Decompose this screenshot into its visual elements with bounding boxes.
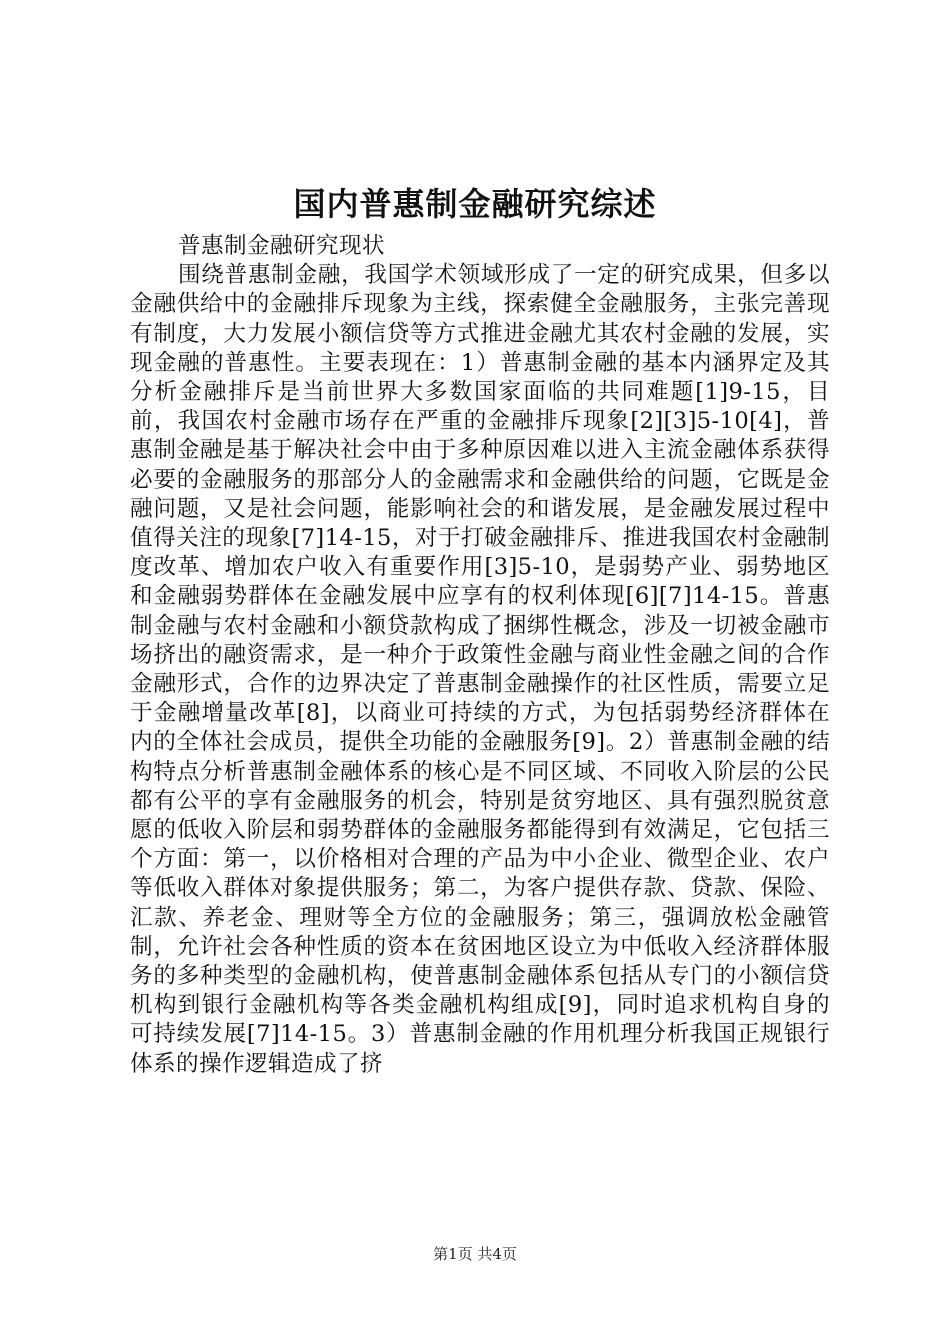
section-heading: 普惠制金融研究现状 (178, 233, 385, 259)
body-paragraph: 围绕普惠制金融，我国学术领域形成了一定的研究成果，但多以金融供给中的金融排斥现象为主线，探索健全金融服务，主张完善现有制度，大力发展小额信贷等方式推进金融尤其农村金融的发展，实现金融的普惠性。主要表现在：1）普惠制金融的基本内涵界定及其分析金融排斥是当前世界大多数国家面临的共同难题[1]9-15，目前，我国农村金融市场存在严重的金融排斥现象[2][3]5-10[4]，普惠制金融是基于解决社会中由于多种原因难以进入主流金融体系获得必要的金融服务的那部分人的金融需求和金融供给的问题，它既是金融问题，又是社会问题，能影响社会的和谐发展，是金融发展过程中值得关注的现象[7]14-15，对于打破金融排斥、推进我国农村金融制度改革、增加农户收入有重要作用[3]5-10，是弱势产业、弱势地区和金融弱势群体在金融发展中应享有的权利体现[6][7]14-15。普惠制金融与农村金融和小额贷款构成了捆绑性概念，涉及一切被金融市场挤出的融资需求，是一种介于政策性金融与商业性金融之间的合作金融形式，合作的边界决定了普惠制金融操作的社区性质，需要立足于金融增量改革[8]，以商业可持续的方式，为包括弱势经济群体在内的全体社会成员，提供全功能的金融服务[9]。2）普惠制金融的结构特点分析普惠制金融体系的核心是不同区域、不同收入阶层的公民都有公平的享有金融服务的机会，特别是贫穷地区、具有强烈脱贫意愿的低收入阶层和弱势群体的金融服务都能得到有效满足，它包括三个方面：第一，以价格相对合理的产品为中小企业、微型企业、农户等低收入群体对象提供服务；第二，为客户提供存款、贷款、保险、汇款、养老金、理财等全方位的金融服务；第三，强调放松金融管制，允许社会各种性质的资本在贫困地区设立为中低收入经济群体服务的多种类型的金融机构，使普惠制金融体系包括从专门的小额信贷机构到银行金融机构等各类金融机构组成[9]，同时追求机构自身的可持续发展[7]14-15。3）普惠制金融的作用机理分析我国正规银行体系的操作逻辑造成了挤 (130, 262, 830, 1077)
page-footer: 第1页 共4页 (433, 1245, 517, 1263)
document-body (130, 232, 830, 1079)
document-title: 国内普惠制金融研究综述 (293, 185, 657, 223)
